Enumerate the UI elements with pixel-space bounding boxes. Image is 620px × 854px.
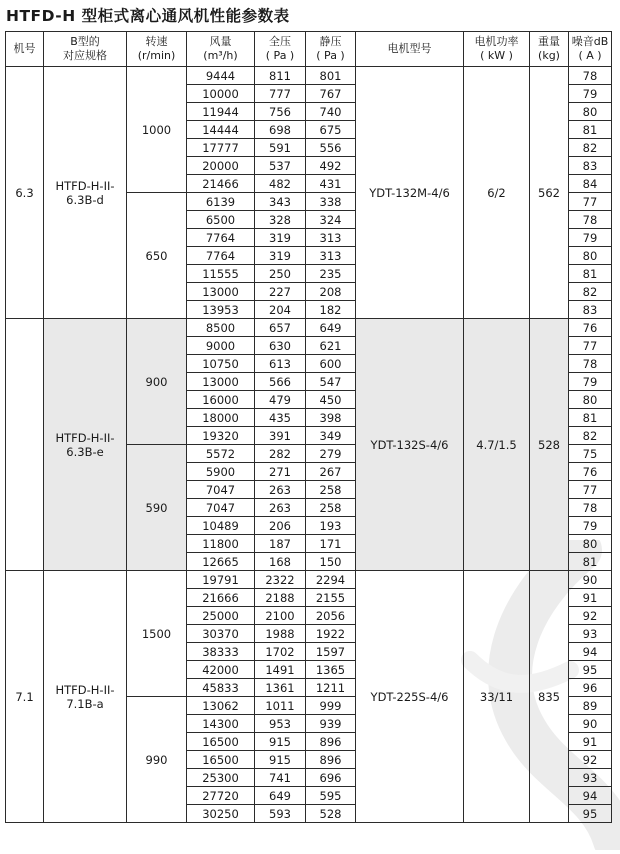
total-pressure-cell: 953 (255, 715, 306, 733)
noise-cell: 79 (569, 85, 612, 103)
noise-cell: 93 (569, 769, 612, 787)
static-pressure-cell: 1922 (306, 625, 356, 643)
static-pressure-cell: 1211 (306, 679, 356, 697)
static-pressure-cell: 556 (306, 139, 356, 157)
total-pressure-cell: 537 (255, 157, 306, 175)
static-pressure-cell: 338 (306, 193, 356, 211)
static-pressure-cell: 313 (306, 247, 356, 265)
airflow-cell: 38333 (187, 643, 255, 661)
static-pressure-cell: 621 (306, 337, 356, 355)
noise-cell: 79 (569, 373, 612, 391)
noise-cell: 80 (569, 535, 612, 553)
speed-cell: 1000 (127, 67, 187, 193)
column-header (306, 32, 356, 67)
noise-cell: 95 (569, 805, 612, 823)
noise-cell: 91 (569, 733, 612, 751)
total-pressure-cell: 479 (255, 391, 306, 409)
noise-cell: 92 (569, 751, 612, 769)
total-pressure-cell: 206 (255, 517, 306, 535)
noise-cell: 75 (569, 445, 612, 463)
airflow-cell: 25000 (187, 607, 255, 625)
column-header (356, 32, 464, 67)
noise-cell: 93 (569, 625, 612, 643)
noise-cell: 78 (569, 499, 612, 517)
airflow-cell: 45833 (187, 679, 255, 697)
static-pressure-cell: 193 (306, 517, 356, 535)
column-header-label: 噪音dB (571, 35, 609, 48)
column-header (530, 32, 569, 67)
column-header-unit: (m³/h) (203, 49, 238, 62)
airflow-cell: 25300 (187, 769, 255, 787)
static-pressure-cell: 649 (306, 319, 356, 337)
static-pressure-cell: 492 (306, 157, 356, 175)
airflow-cell: 7764 (187, 247, 255, 265)
static-pressure-cell: 675 (306, 121, 356, 139)
total-pressure-cell: 777 (255, 85, 306, 103)
airflow-cell: 5572 (187, 445, 255, 463)
speed-cell: 900 (127, 319, 187, 445)
noise-cell: 82 (569, 283, 612, 301)
total-pressure-cell: 613 (255, 355, 306, 373)
noise-cell: 77 (569, 337, 612, 355)
airflow-cell: 27720 (187, 787, 255, 805)
noise-cell: 79 (569, 229, 612, 247)
config-cell (44, 67, 127, 319)
motor-model-cell: YDT-132M-4/6 (356, 67, 464, 319)
static-pressure-cell: 150 (306, 553, 356, 571)
static-pressure-cell: 279 (306, 445, 356, 463)
noise-cell: 81 (569, 265, 612, 283)
config-cell (44, 319, 127, 571)
noise-cell: 81 (569, 121, 612, 139)
total-pressure-cell: 250 (255, 265, 306, 283)
total-pressure-cell: 328 (255, 211, 306, 229)
airflow-cell: 18000 (187, 409, 255, 427)
speed-cell: 1500 (127, 571, 187, 697)
total-pressure-cell: 263 (255, 481, 306, 499)
total-pressure-cell: 187 (255, 535, 306, 553)
noise-cell: 83 (569, 301, 612, 319)
column-header-label: 机号 (13, 42, 36, 55)
airflow-cell: 10489 (187, 517, 255, 535)
column-header-label: 风量 (209, 35, 232, 48)
config-cell (44, 571, 127, 823)
noise-cell: 78 (569, 355, 612, 373)
column-header-unit: ( Pa ) (316, 49, 345, 62)
total-pressure-cell: 915 (255, 751, 306, 769)
config-line: HTFD-H-II- (55, 178, 115, 193)
static-pressure-cell: 258 (306, 481, 356, 499)
total-pressure-cell: 343 (255, 193, 306, 211)
airflow-cell: 20000 (187, 157, 255, 175)
airflow-cell: 42000 (187, 661, 255, 679)
column-header (6, 32, 44, 67)
airflow-cell: 13953 (187, 301, 255, 319)
airflow-cell: 6500 (187, 211, 255, 229)
total-pressure-cell: 391 (255, 427, 306, 445)
column-header (44, 32, 127, 67)
noise-cell: 81 (569, 553, 612, 571)
static-pressure-cell: 450 (306, 391, 356, 409)
column-header-label: 全压 (269, 35, 291, 48)
static-pressure-cell: 182 (306, 301, 356, 319)
noise-cell: 94 (569, 787, 612, 805)
column-header (127, 32, 187, 67)
static-pressure-cell: 600 (306, 355, 356, 373)
total-pressure-cell: 435 (255, 409, 306, 427)
static-pressure-cell: 896 (306, 733, 356, 751)
total-pressure-cell: 204 (255, 301, 306, 319)
speed-cell: 990 (127, 697, 187, 823)
total-pressure-cell: 811 (255, 67, 306, 85)
noise-cell: 84 (569, 175, 612, 193)
column-header (187, 32, 255, 67)
column-header-unit: (r/min) (137, 49, 176, 62)
airflow-cell: 11555 (187, 265, 255, 283)
total-pressure-cell: 482 (255, 175, 306, 193)
noise-cell: 92 (569, 607, 612, 625)
total-pressure-cell: 271 (255, 463, 306, 481)
noise-cell: 94 (569, 643, 612, 661)
noise-cell: 80 (569, 247, 612, 265)
total-pressure-cell: 593 (255, 805, 306, 823)
airflow-cell: 11944 (187, 103, 255, 121)
column-header-unit: ( A ) (578, 49, 602, 62)
noise-cell: 82 (569, 427, 612, 445)
total-pressure-cell: 1988 (255, 625, 306, 643)
airflow-cell: 16000 (187, 391, 255, 409)
column-header-label: 重量 (538, 35, 560, 48)
airflow-cell: 16500 (187, 733, 255, 751)
airflow-cell: 7047 (187, 499, 255, 517)
table-row (6, 67, 612, 85)
column-header-unit: 对应规格 (63, 49, 107, 62)
static-pressure-cell: 801 (306, 67, 356, 85)
static-pressure-cell: 1597 (306, 643, 356, 661)
total-pressure-cell: 2188 (255, 589, 306, 607)
total-pressure-cell: 915 (255, 733, 306, 751)
noise-cell: 90 (569, 571, 612, 589)
total-pressure-cell: 227 (255, 283, 306, 301)
column-header-unit: ( Pa ) (265, 49, 295, 62)
static-pressure-cell: 767 (306, 85, 356, 103)
static-pressure-cell: 999 (306, 697, 356, 715)
airflow-cell: 13000 (187, 373, 255, 391)
airflow-cell: 13062 (187, 697, 255, 715)
motor-model-cell: YDT-132S-4/6 (356, 319, 464, 571)
static-pressure-cell: 171 (306, 535, 356, 553)
static-pressure-cell: 1365 (306, 661, 356, 679)
static-pressure-cell: 431 (306, 175, 356, 193)
total-pressure-cell: 591 (255, 139, 306, 157)
noise-cell: 76 (569, 463, 612, 481)
config-line: 6.3B-e (66, 444, 104, 459)
motor-model-cell: YDT-225S-4/6 (356, 571, 464, 823)
airflow-cell: 11800 (187, 535, 255, 553)
speed-cell: 590 (127, 445, 187, 571)
airflow-cell: 10000 (187, 85, 255, 103)
airflow-cell: 6139 (187, 193, 255, 211)
airflow-cell: 17777 (187, 139, 255, 157)
total-pressure-cell: 168 (255, 553, 306, 571)
column-header (464, 32, 530, 67)
column-header-unit: (kg) (538, 49, 560, 62)
static-pressure-cell: 2294 (306, 571, 356, 589)
column-header (255, 32, 306, 67)
total-pressure-cell: 1361 (255, 679, 306, 697)
column-header-label: 转速 (145, 35, 168, 48)
noise-cell: 81 (569, 409, 612, 427)
total-pressure-cell: 566 (255, 373, 306, 391)
total-pressure-cell: 282 (255, 445, 306, 463)
table-header (6, 32, 612, 67)
total-pressure-cell: 1702 (255, 643, 306, 661)
airflow-cell: 30370 (187, 625, 255, 643)
noise-cell: 79 (569, 517, 612, 535)
noise-cell: 76 (569, 319, 612, 337)
noise-cell: 89 (569, 697, 612, 715)
config-line: 6.3B-d (66, 192, 104, 207)
static-pressure-cell: 208 (306, 283, 356, 301)
airflow-cell: 7047 (187, 481, 255, 499)
machine-number-cell: 6.3 (6, 67, 44, 319)
airflow-cell: 9000 (187, 337, 255, 355)
total-pressure-cell: 1491 (255, 661, 306, 679)
fan-performance-table (5, 31, 612, 823)
noise-cell: 96 (569, 679, 612, 697)
total-pressure-cell: 657 (255, 319, 306, 337)
total-pressure-cell: 698 (255, 121, 306, 139)
airflow-cell: 10750 (187, 355, 255, 373)
airflow-cell: 21666 (187, 589, 255, 607)
noise-cell: 83 (569, 157, 612, 175)
airflow-cell: 19791 (187, 571, 255, 589)
weight-cell: 528 (530, 319, 569, 571)
machine-number-cell: 7.1 (6, 571, 44, 823)
weight-cell: 562 (530, 67, 569, 319)
noise-cell: 77 (569, 481, 612, 499)
total-pressure-cell: 1011 (255, 697, 306, 715)
total-pressure-cell: 741 (255, 769, 306, 787)
column-header-label: 静压 (319, 35, 342, 48)
total-pressure-cell: 2100 (255, 607, 306, 625)
static-pressure-cell: 2155 (306, 589, 356, 607)
table-body (6, 67, 612, 823)
total-pressure-cell: 630 (255, 337, 306, 355)
column-header-label: 电机功率 (474, 35, 519, 48)
noise-cell: 91 (569, 589, 612, 607)
column-header-unit: ( kW ) (480, 49, 513, 62)
airflow-cell: 9444 (187, 67, 255, 85)
column-header-label: B型的 (70, 35, 100, 48)
static-pressure-cell: 258 (306, 499, 356, 517)
static-pressure-cell: 313 (306, 229, 356, 247)
airflow-cell: 16500 (187, 751, 255, 769)
static-pressure-cell: 398 (306, 409, 356, 427)
airflow-cell: 19320 (187, 427, 255, 445)
static-pressure-cell: 235 (306, 265, 356, 283)
static-pressure-cell: 696 (306, 769, 356, 787)
total-pressure-cell: 2322 (255, 571, 306, 589)
noise-cell: 80 (569, 103, 612, 121)
airflow-cell: 12665 (187, 553, 255, 571)
noise-cell: 95 (569, 661, 612, 679)
config-line: HTFD-H-II- (55, 430, 115, 445)
page-title: HTFD-H 型柜式离心通风机性能参数表 (6, 7, 290, 25)
column-header-label: 电机型号 (387, 42, 432, 55)
static-pressure-cell: 896 (306, 751, 356, 769)
airflow-cell: 5900 (187, 463, 255, 481)
static-pressure-cell: 267 (306, 463, 356, 481)
airflow-cell: 13000 (187, 283, 255, 301)
noise-cell: 90 (569, 715, 612, 733)
static-pressure-cell: 528 (306, 805, 356, 823)
weight-cell: 835 (530, 571, 569, 823)
column-header (569, 32, 612, 67)
motor-power-cell: 6/2 (464, 67, 530, 319)
motor-power-cell: 4.7/1.5 (464, 319, 530, 571)
noise-cell: 78 (569, 67, 612, 85)
machine-number-cell (6, 319, 44, 571)
total-pressure-cell: 649 (255, 787, 306, 805)
static-pressure-cell: 547 (306, 373, 356, 391)
static-pressure-cell: 324 (306, 211, 356, 229)
static-pressure-cell: 349 (306, 427, 356, 445)
airflow-cell: 14300 (187, 715, 255, 733)
noise-cell: 82 (569, 139, 612, 157)
config-line: HTFD-H-II- (55, 682, 115, 697)
motor-power-cell: 33/11 (464, 571, 530, 823)
static-pressure-cell: 595 (306, 787, 356, 805)
noise-cell: 80 (569, 391, 612, 409)
total-pressure-cell: 263 (255, 499, 306, 517)
config-line: 7.1B-a (66, 696, 104, 711)
airflow-cell: 7764 (187, 229, 255, 247)
airflow-cell: 14444 (187, 121, 255, 139)
airflow-cell: 8500 (187, 319, 255, 337)
total-pressure-cell: 319 (255, 247, 306, 265)
airflow-cell: 30250 (187, 805, 255, 823)
static-pressure-cell: 939 (306, 715, 356, 733)
speed-cell: 650 (127, 193, 187, 319)
table-row (6, 571, 612, 589)
total-pressure-cell: 756 (255, 103, 306, 121)
airflow-cell: 21466 (187, 175, 255, 193)
table-row (6, 319, 612, 337)
noise-cell: 78 (569, 211, 612, 229)
total-pressure-cell: 319 (255, 229, 306, 247)
static-pressure-cell: 2056 (306, 607, 356, 625)
static-pressure-cell: 740 (306, 103, 356, 121)
noise-cell: 77 (569, 193, 612, 211)
